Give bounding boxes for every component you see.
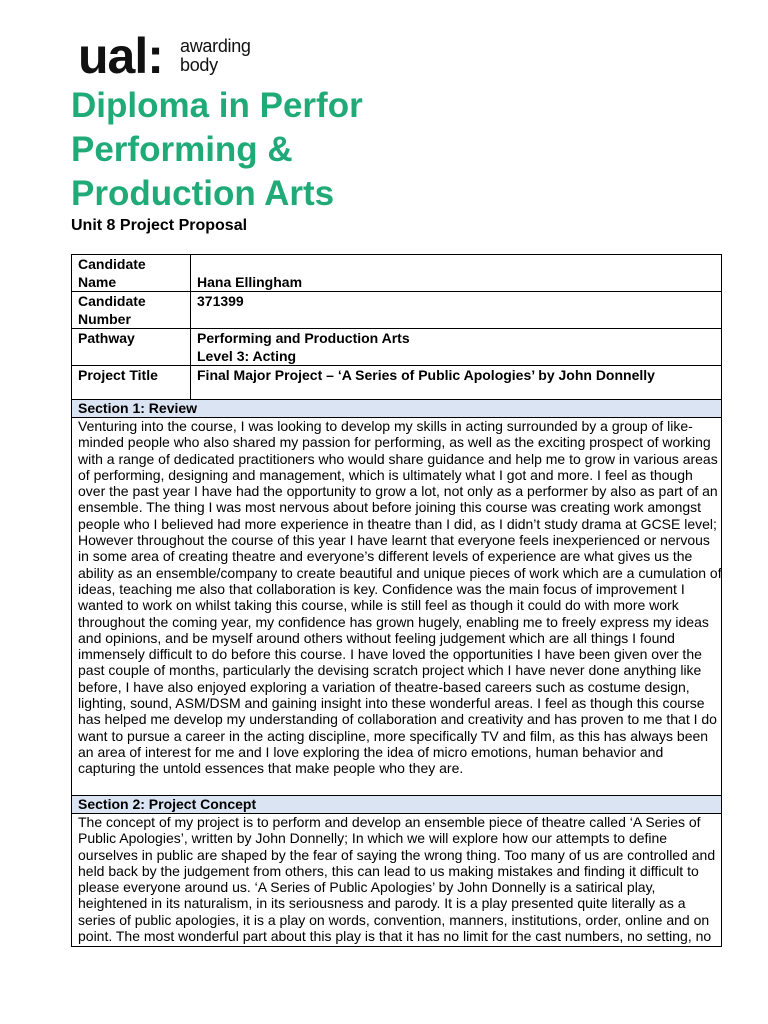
text-line: people who I believed had more experience in theatre than I did, as I didn’t study drama at GCSE level;: [78, 515, 717, 532]
text-line: has helped me develop my understanding of collaboration and creativity and has proven to me that I do: [78, 711, 717, 728]
unit-subtitle: Unit 8 Project Proposal: [71, 217, 248, 234]
text-line: Venturing into the course, I was looking to develop my skills in acting surrounded by a group of like-: [78, 418, 693, 434]
pathway-label: Pathway: [72, 329, 191, 366]
text-line: heightened in its naturalism, in its seriousness and parody. It is a play presented quite literally as a: [78, 895, 686, 912]
candidate-number-label: [72, 292, 191, 329]
text-line: of performing, designing and management, which is ultimately what I got and more. I feel as though: [78, 466, 693, 483]
text-line: The concept of my project is to perform and develop an ensemble piece of theatre called ‘A Series of: [78, 814, 701, 830]
text-line: ourselves in public are shaped by the fear of saying the wrong thing. Too many of us are controlled and: [78, 846, 716, 863]
section-project-concept: [71, 795, 722, 947]
section-body: [72, 418, 721, 777]
text-line: series of public apologies, it is a play on words, convention, manners, institutions, order, online and on: [78, 911, 710, 928]
row-pathway: [72, 329, 722, 366]
label-line: Candidate: [78, 293, 146, 309]
text-line: over the past year I have had the opportunity to grow a lot, not only as a performer by also as part of an: [78, 483, 718, 500]
text-line: immensely difficult to do before this course. I have loved the opportunities I have been given over the: [78, 646, 702, 663]
text-line: ideas, teaching me also that collaboration is key. Confidence was the main focus of improvement I: [78, 580, 685, 597]
document-title: [71, 84, 731, 216]
text-line: before, I have also enjoyed exploring a variation of theatre-based careers such as costume design,: [78, 678, 690, 695]
text-line: want to pursue a career in the acting discipline, more specifically TV and film, as this has always been: [78, 727, 709, 744]
section-body: [72, 814, 721, 944]
label-line: Candidate: [78, 256, 146, 272]
label-line: Number: [78, 311, 131, 327]
title-line: Diploma in Perfor: [71, 86, 363, 125]
candidate-name-label: [72, 255, 191, 292]
text-line: held back by the judgement from others, this can lead to us making mistakes and finding it difficult to: [78, 862, 699, 879]
text-line: past couple of months, particularly the devising scratch project which I have never done anything like: [78, 662, 702, 679]
pathway-value: [191, 329, 722, 366]
pathway-line: Performing and Production Arts: [197, 330, 410, 346]
text-line: throughout the coming year, my confidence has grown hugely, enabling me to freely express my ideas: [78, 613, 709, 630]
text-line: lighting, sound, ASM/DSM and gaining insight into these wonderful areas. I feel as though this course: [78, 695, 705, 712]
project-title-value: Final Major Project – ‘A Series of Public Apologies’ by John Donnelly: [191, 366, 722, 402]
text-line: However throughout the course of this year I have learnt that everyone feels inexperienced or nervous: [78, 532, 710, 549]
text-line: please everyone around us. ‘A Series of Public Apologies’ by John Donnelly is a satirical play,: [78, 879, 656, 896]
text-line: minded people who also shared my passion for performing, as well as the exciting prospect of working: [78, 434, 711, 451]
section-heading: Section 1: Review: [72, 400, 721, 418]
section-heading: Section 2: Project Concept: [72, 796, 721, 814]
row-candidate-name: [72, 255, 722, 292]
title-line: Performing &: [71, 130, 293, 169]
logo-mark: ual:: [78, 28, 163, 84]
logo-word-body: body: [180, 55, 218, 75]
pathway-line: Level 3: Acting: [197, 348, 297, 364]
label-line: Name: [78, 274, 117, 290]
project-title-label: Project Title: [72, 366, 191, 402]
text-line: capturing the untold essences that make people who they are.: [78, 760, 464, 777]
candidate-number-value: 371399: [191, 292, 722, 329]
text-line: ability as an ensemble/company to create beautiful and unique pieces of work which are a cumulation of: [78, 564, 722, 581]
row-candidate-number: [72, 292, 722, 329]
text-line: and opinions, and be myself around others without feeling judgement which are all things I found: [78, 629, 675, 646]
logo-word-awarding: awarding: [180, 36, 251, 56]
logo-words: [180, 37, 251, 75]
text-line: with a range of dedicated practitioners who would share guidance and help me to grow in various areas: [78, 450, 718, 467]
candidate-name-value: Hana Ellingham: [191, 255, 722, 292]
title-line: Production Arts: [71, 174, 335, 213]
text-line: in some area of creating theatre and everyone’s different levels of experience are what gives us the: [78, 548, 693, 565]
text-line: Public Apologies’, written by John Donnelly; In which we will explore how our attempts to define: [78, 830, 668, 847]
row-project-title: [72, 366, 722, 402]
section-review: [71, 399, 722, 796]
text-line: an area of interest for me and I love exploring the idea of micro emotions, human behavior and: [78, 743, 664, 760]
candidate-info-table: [71, 254, 722, 402]
text-line: ensemble. The thing I was most nervous about before joining this course was creating work amongst: [78, 499, 702, 516]
text-line: wanted to work on whilst taking this course, while is still feel as though it could do with more work: [78, 597, 679, 614]
text-line: point. The most wonderful part about this play is that it has no limit for the cast numbers, no setting, no: [78, 928, 712, 945]
